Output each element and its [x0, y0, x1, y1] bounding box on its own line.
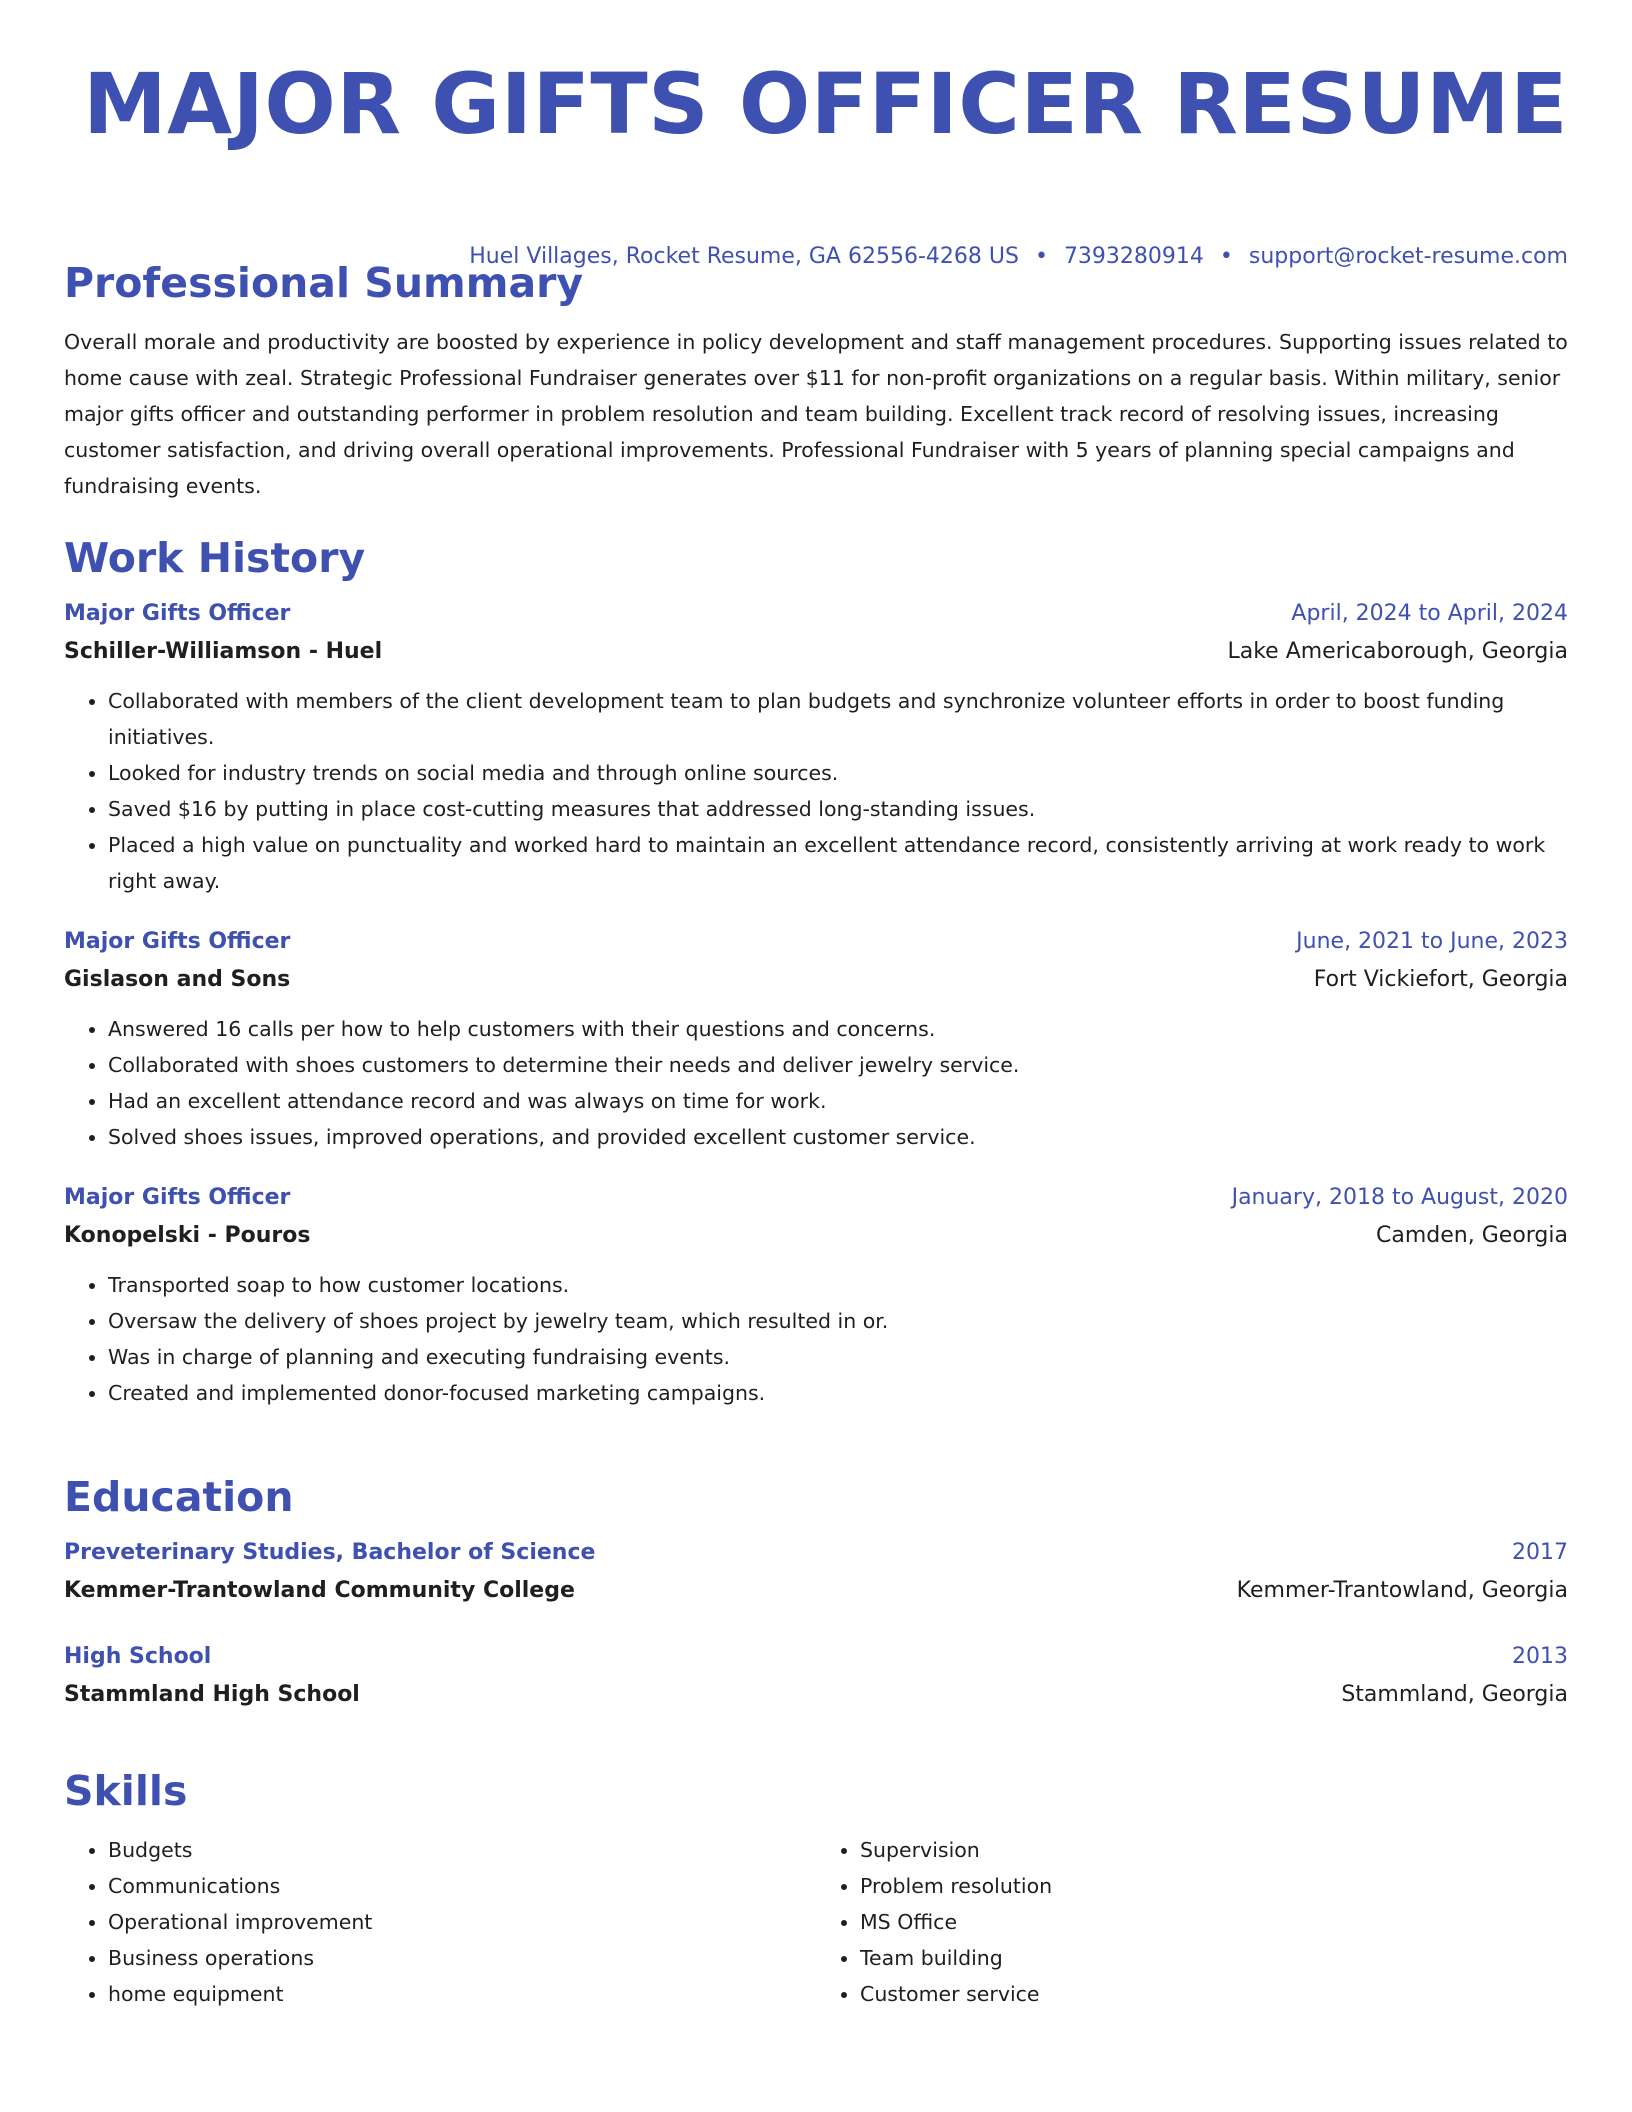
job-location: Lake Americaborough, Georgia [1227, 639, 1568, 664]
list-item: • Transported soap to how customer locations. [108, 1267, 1568, 1303]
list-item: • Oversaw the delivery of shoes project by jewelry team, which resulted in or. [108, 1303, 1568, 1339]
skills-list-left [64, 1832, 816, 2012]
job-company: Gislason and Sons [64, 967, 291, 992]
job-entry [64, 595, 1568, 899]
skill-item: • Operational improvement [108, 1904, 816, 1940]
education-location: Kemmer-Trantowland, Georgia [1236, 1578, 1568, 1603]
skills-heading: Skills [64, 1767, 188, 1815]
education-degree: High School [64, 1644, 212, 1669]
education-school: Kemmer-Trantowland Community College [64, 1578, 575, 1603]
work-heading: Work History [64, 534, 366, 582]
education-year: 2013 [1512, 1644, 1568, 1669]
list-item: • Saved $16 by putting in place cost-cutting measures that addressed long-standing issues. [108, 791, 1568, 827]
job-dates: April, 2024 to April, 2024 [1291, 601, 1568, 626]
skill-item: • Communications [108, 1868, 816, 1904]
skills-columns [64, 1832, 1568, 2012]
summary-section [64, 258, 1568, 504]
education-year: 2017 [1512, 1540, 1568, 1565]
list-item: • Answered 16 calls per how to help customers with their questions and concerns. [108, 1011, 1568, 1047]
job-title: Major Gifts Officer [64, 929, 291, 954]
job-location: Fort Vickiefort, Georgia [1313, 967, 1568, 992]
list-item: • Looked for industry trends on social media and through online sources. [108, 755, 1568, 791]
skill-item: • MS Office [860, 1904, 1568, 1940]
skill-item: • Problem resolution [860, 1868, 1568, 1904]
education-entry [64, 1534, 1568, 1610]
job-location: Camden, Georgia [1376, 1223, 1568, 1248]
education-section [64, 1472, 1568, 1714]
contact-address: Huel Villages, Rocket Resume, GA 62556-4268 US [469, 244, 1019, 269]
list-item: • Collaborated with members of the client development team to plan budgets and synchronize volunteer efforts in order to boost funding initiatives. [108, 683, 1568, 755]
job-title: Major Gifts Officer [64, 601, 291, 626]
job-dates: June, 2021 to June, 2023 [1296, 929, 1568, 954]
education-heading: Education [64, 1473, 294, 1521]
skill-item: • Budgets [108, 1832, 816, 1868]
education-entry [64, 1638, 1568, 1714]
summary-heading: Professional Summary [64, 259, 584, 307]
skills-list-right [816, 1832, 1568, 2012]
list-item: • Collaborated with shoes customers to determine their needs and deliver jewelry service. [108, 1047, 1568, 1083]
list-item: • Had an excellent attendance record and was always on time for work. [108, 1083, 1568, 1119]
skills-section [64, 1766, 1568, 2012]
summary-text: Overall morale and productivity are boosted by experience in policy development and staff management procedures. Supporting issues related to home cause with zeal. Strategic Professional Fundraiser generates over $11 for non-profit organizations on a regular basis. Within military, senior major gifts officer and outstanding performer in problem resolution and team building. Excellent track record of resolving issues, increasing customer satisfaction, and driving overall operational improvements. Professional Fundraiser with 5 years of planning special campaigns and fundraising events. [64, 330, 1568, 498]
list-item: • Was in charge of planning and executing fundraising events. [108, 1339, 1568, 1375]
education-school: Stammland High School [64, 1682, 360, 1707]
contact-separator: • [1034, 244, 1048, 269]
job-dates: January, 2018 to August, 2020 [1231, 1185, 1568, 1210]
resume-title: MAJOR GIFTS OFFICER RESUME [83, 55, 1568, 153]
contact-email: support@rocket-resume.com [1248, 244, 1568, 269]
skill-item: • Supervision [860, 1832, 1568, 1868]
list-item: • Solved shoes issues, improved operations, and provided excellent customer service. [108, 1119, 1568, 1155]
education-location: Stammland, Georgia [1341, 1682, 1568, 1707]
job-company: Schiller-Williamson - Huel [64, 639, 383, 664]
education-degree: Preveterinary Studies, Bachelor of Science [64, 1540, 596, 1565]
skill-item: • home equipment [108, 1976, 816, 2012]
skill-item: • Team building [860, 1940, 1568, 1976]
list-item: • Placed a high value on punctuality and worked hard to maintain an excellent attendance record, consistently arriving at work ready to work right away. [108, 827, 1568, 899]
list-item: • Created and implemented donor-focused marketing campaigns. [108, 1375, 1568, 1411]
job-bullets [64, 1267, 1568, 1411]
job-company: Konopelski - Pouros [64, 1223, 311, 1248]
skill-item: • Business operations [108, 1940, 816, 1976]
job-bullets [64, 683, 1568, 899]
job-title: Major Gifts Officer [64, 1185, 291, 1210]
work-section [64, 533, 1568, 1411]
job-entry [64, 1179, 1568, 1411]
job-entry [64, 923, 1568, 1155]
skill-item: • Customer service [860, 1976, 1568, 2012]
contact-phone: 7393280914 [1063, 244, 1204, 269]
contact-separator: • [1219, 244, 1233, 269]
job-bullets [64, 1011, 1568, 1155]
